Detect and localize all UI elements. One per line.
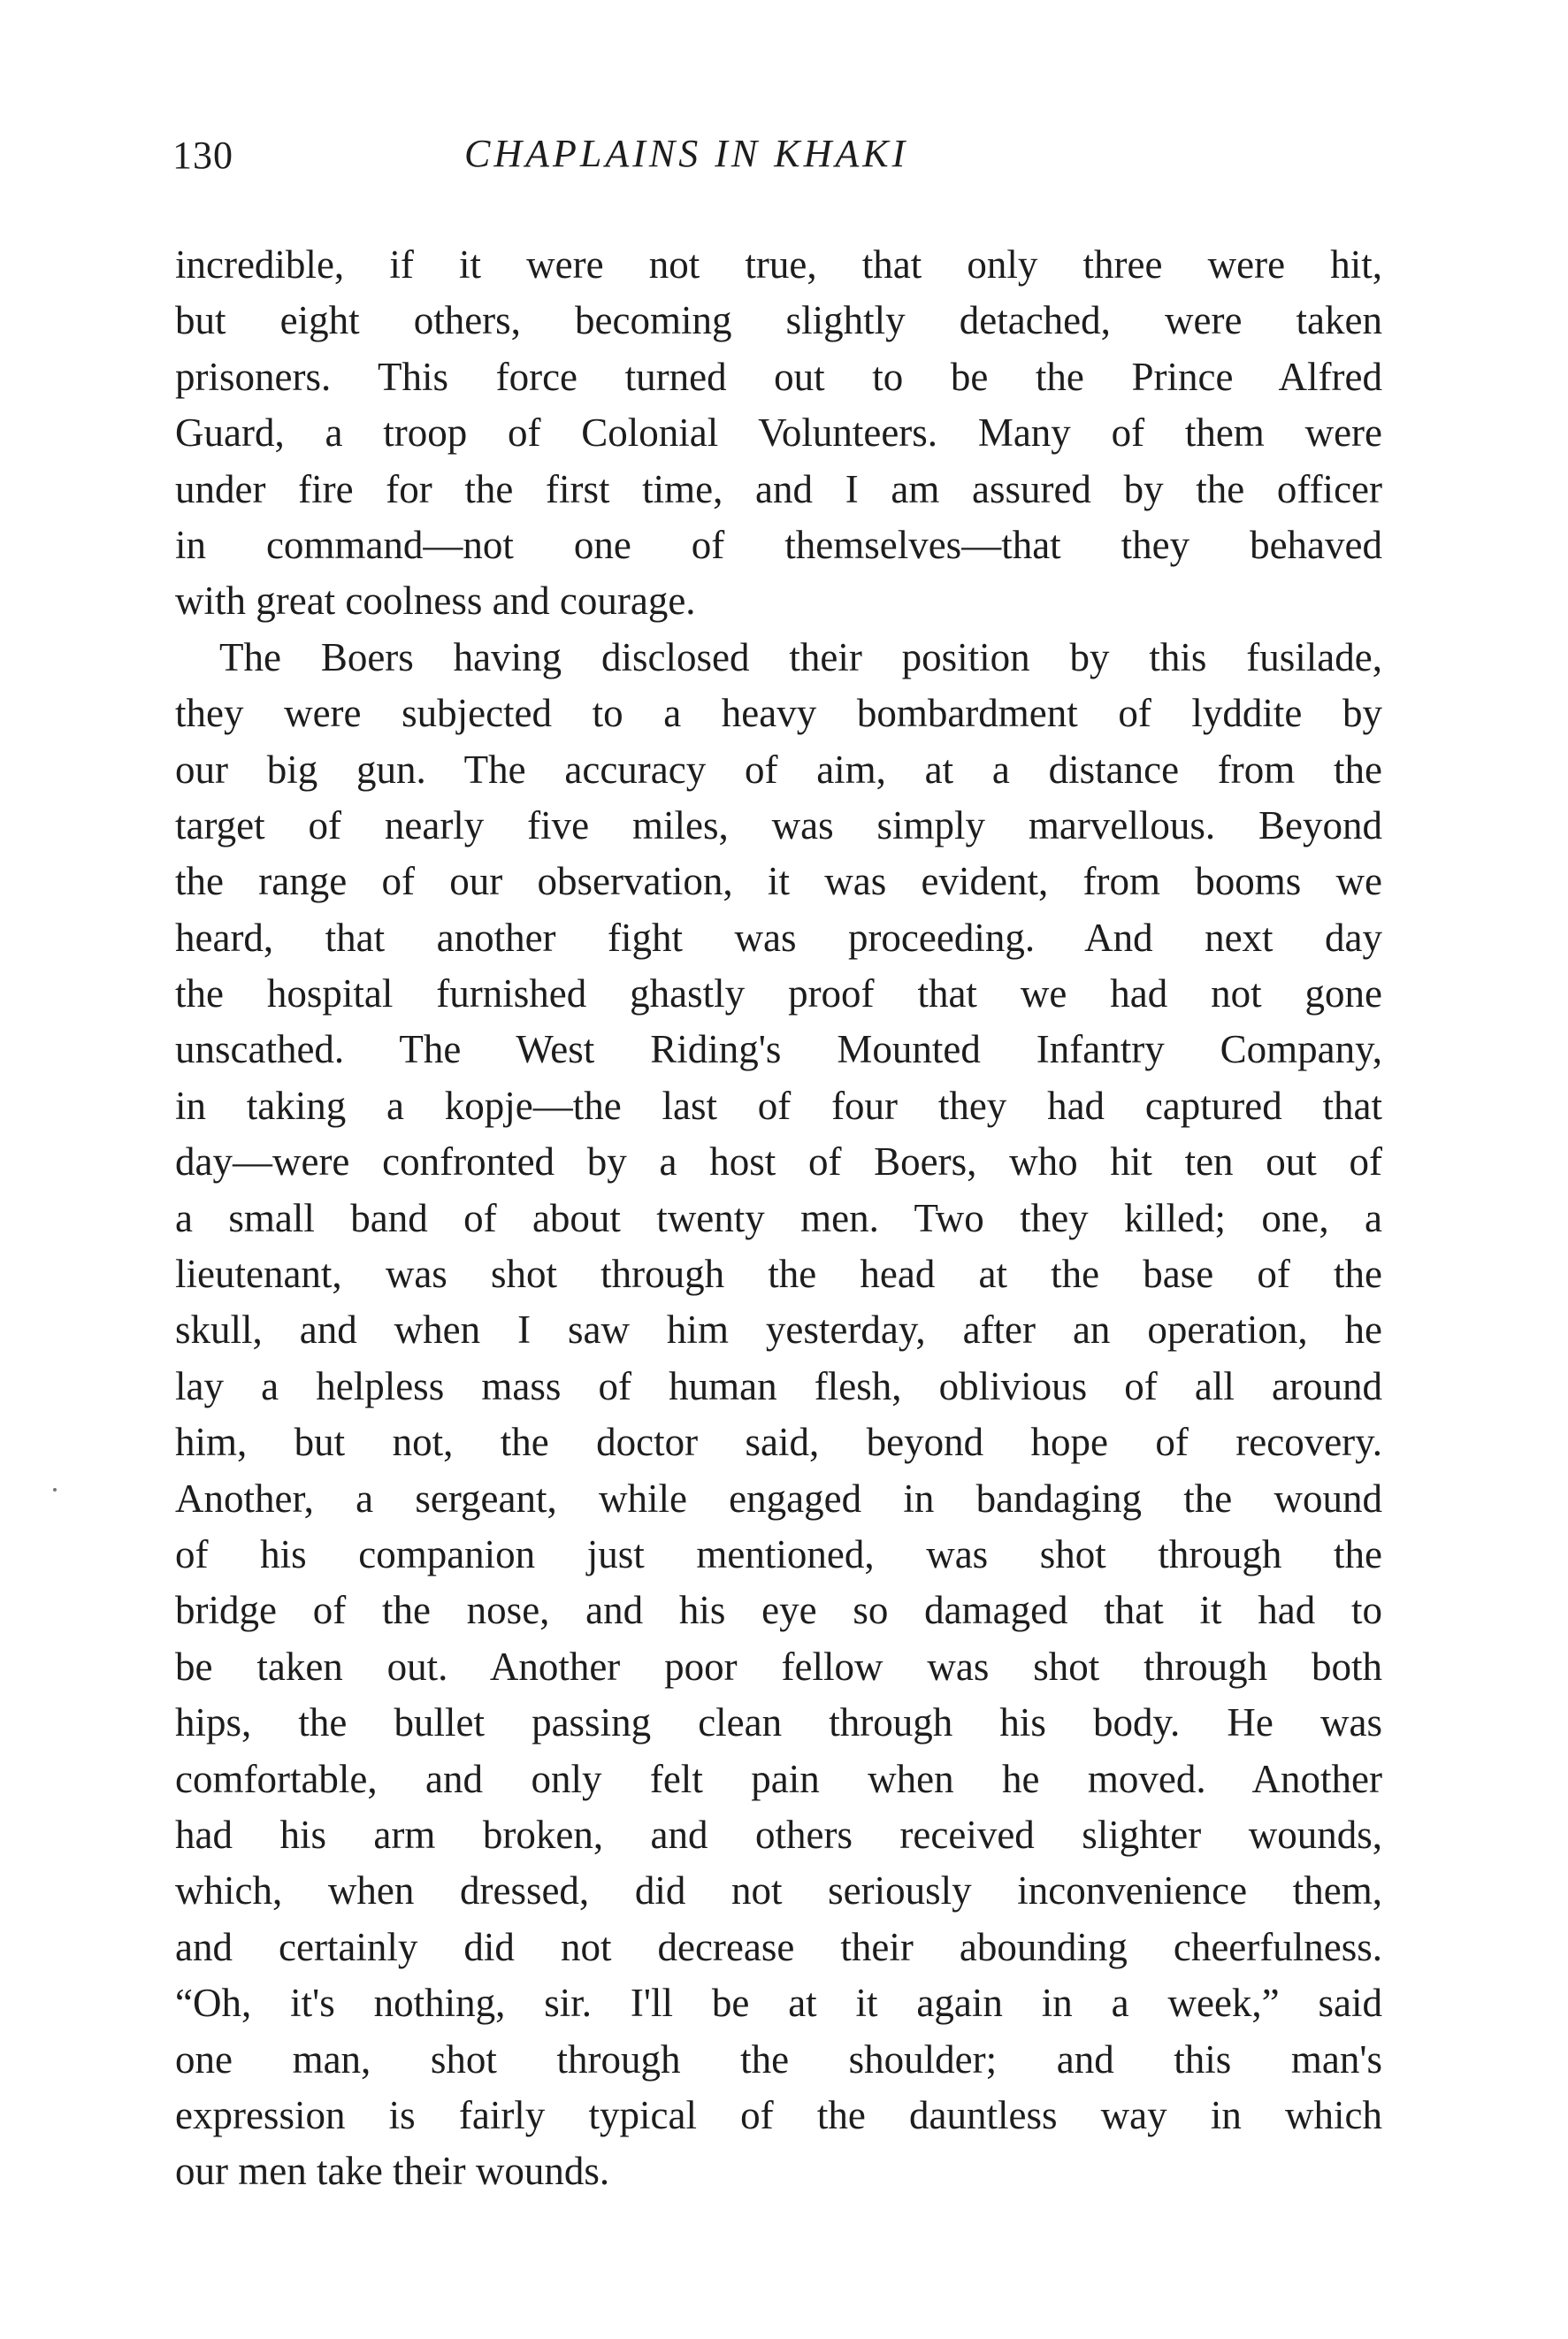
text-line: the hospital furnished ghastly proof that we had not gone	[175, 971, 1382, 1016]
text-line: lay a helpless mass of human flesh, oblivious of all around	[175, 1363, 1382, 1408]
body-text	[175, 237, 1382, 2200]
text-line: hips, the bullet passing clean through his body. He was	[175, 1700, 1382, 1745]
page-header	[164, 124, 1384, 186]
text-line: in command—not one of themselves—that they behaved	[175, 522, 1382, 567]
running-title: CHAPLAINS IN KHAKI	[464, 132, 909, 175]
text-line: expression is fairly typical of the dauntless way in which	[175, 2092, 1382, 2137]
text-line: Another, a sergeant, while engaged in bandaging the wound	[175, 1476, 1382, 1521]
text-line: heard, that another fight was proceeding. And next day	[175, 915, 1382, 960]
text-line: day—were confronted by a host of Boers, who hit ten out of	[175, 1139, 1382, 1185]
text-line: him, but not, the doctor said, beyond hope of recovery.	[175, 1420, 1382, 1465]
text-line: the range of our observation, it was evident, from booms we	[175, 859, 1382, 904]
text-line: which, when dressed, did not seriously inconvenience them,	[175, 1868, 1382, 1913]
text-line: our men take their wounds.	[175, 2149, 610, 2194]
text-line: with great coolness and courage.	[175, 579, 696, 624]
text-line: comfortable, and only felt pain when he moved. Another	[175, 1756, 1382, 1801]
text-line: target of nearly five miles, was simply marvellous. Beyond	[175, 802, 1382, 847]
text-line: unscathed. The West Riding's Mounted Infantry Company,	[175, 1027, 1382, 1072]
text-line: incredible, if it were not true, that only three were hit,	[175, 242, 1382, 287]
text-line: our big gun. The accuracy of aim, at a distance from the	[175, 747, 1382, 792]
text-line: they were subjected to a heavy bombardment of lyddite by	[175, 691, 1382, 736]
text-line: lieutenant, was shot through the head at the base of the	[175, 1252, 1382, 1297]
text-line: prisoners. This force turned out to be the Prince Alfred	[175, 354, 1382, 399]
page-number: 130	[172, 134, 233, 177]
text-line: “Oh, it's nothing, sir. I'll be at it again in a week,” said	[175, 1981, 1382, 2026]
text-line: but eight others, becoming slightly detached, were taken	[175, 298, 1382, 343]
text-line: and certainly did not decrease their abounding cheerfulness.	[175, 1924, 1382, 1969]
text-line: bridge of the nose, and his eye so damaged that it had to	[175, 1588, 1382, 1633]
text-line: Guard, a troop of Colonial Volunteers. Many of them were	[175, 410, 1382, 456]
text-line: skull, and when I saw him yesterday, after an operation, he	[175, 1308, 1382, 1353]
text-line: in taking a kopje—the last of four they had captured that	[175, 1083, 1382, 1128]
text-line: a small band of about twenty men. Two they killed; one, a	[175, 1195, 1382, 1240]
scan-speck	[53, 1488, 57, 1492]
text-line: be taken out. Another poor fellow was shot through both	[175, 1644, 1382, 1689]
text-line: of his companion just mentioned, was shot through the	[175, 1531, 1382, 1576]
text-line: one man, shot through the shoulder; and this man's	[175, 2036, 1382, 2082]
text-line: had his arm broken, and others received slighter wounds,	[175, 1812, 1382, 1857]
text-line: under fire for the first time, and I am assured by the officer	[175, 466, 1382, 511]
text-line: The Boers having disclosed their position by this fusilade,	[219, 634, 1382, 679]
